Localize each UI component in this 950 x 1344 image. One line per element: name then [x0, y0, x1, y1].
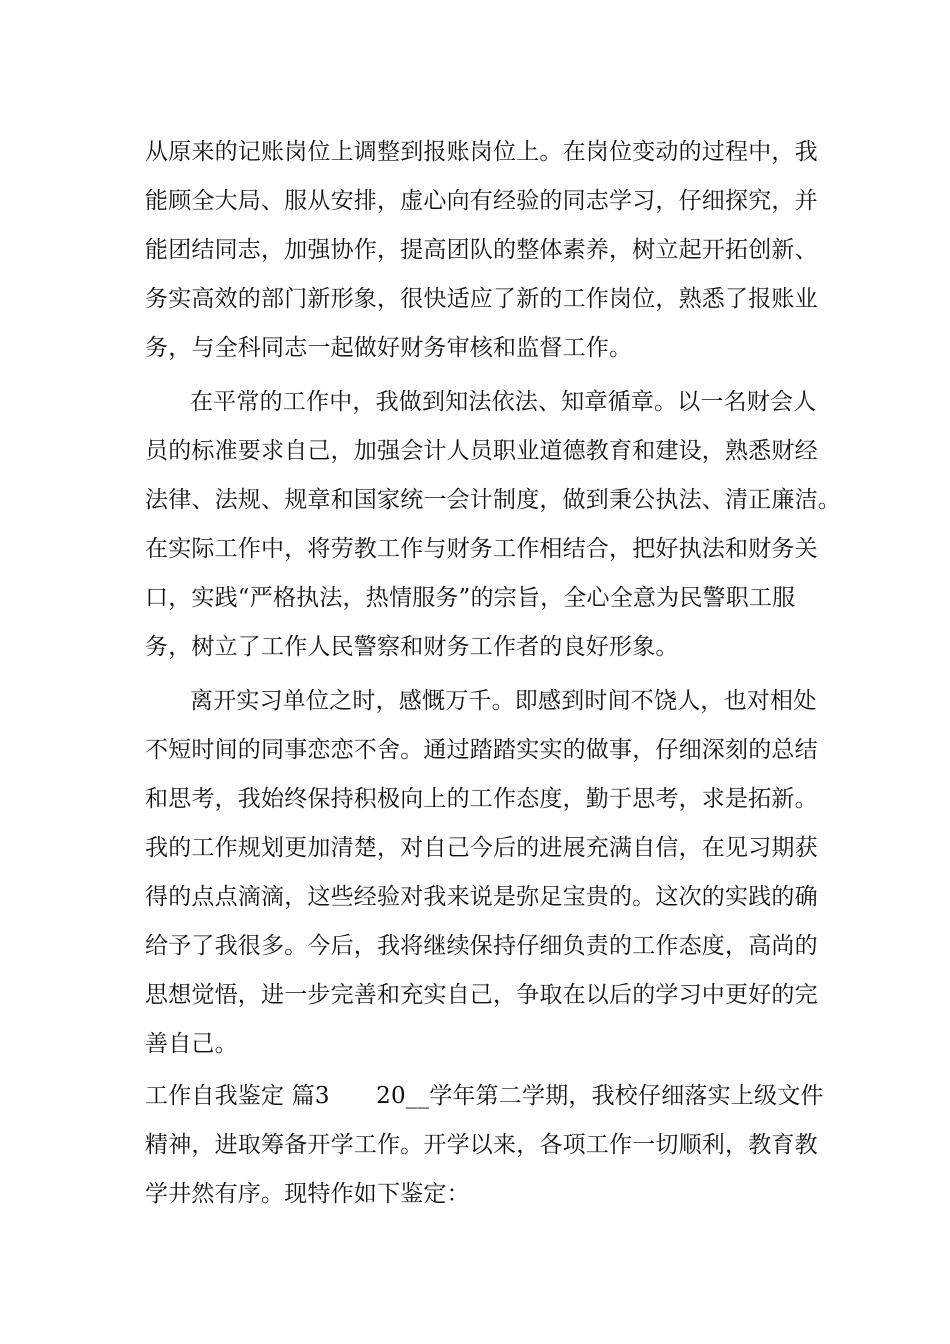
text-line: 法律、法规、规章和国家统一会计制度，做到秉公执法、清正廉洁。 — [145, 487, 841, 513]
text-line: 给予了我很多。今后，我将继续保持仔细负责的工作态度，高尚的 — [145, 933, 818, 959]
text-line: 我的工作规划更加清楚，对自己今后的进展充满自信，在见习期获 — [145, 835, 818, 861]
text-line: 能团结同志，加强协作，提高团队的整体素养，树立起开拓创新、 — [145, 237, 818, 263]
text-line: 从原来的记账岗位上调整到报账岗位上。在岗位变动的过程中，我 — [145, 139, 818, 165]
text-line: 务，与全科同志一起做好财务审核和监督工作。 — [145, 335, 633, 361]
text-line: 务，树立了工作人民警察和财务工作者的良好形象。 — [145, 634, 679, 660]
text-line: 精神，进取筹备开学工作。开学以来，各项工作一切顺利，教育教 — [145, 1132, 818, 1158]
text-line: 口，实践“严格执法，热情服务”的宗旨，全心全意为民警职工服 — [145, 585, 796, 611]
text-line: 学井然有序。现特作如下鉴定： — [145, 1181, 470, 1207]
text-line: 员的标准要求自己，加强会计人员职业道德教育和建设，熟悉财经 — [145, 438, 818, 464]
paragraph-first-line: 在平常的工作中，我做到知法依法、知章循章。以一名财会人 — [190, 389, 817, 415]
text-line: 能顾全大局、服从安排，虚心向有经验的同志学习，仔细探究，并 — [145, 188, 818, 214]
text-line: 不短时间的同事恋恋不舍。通过踏踏实实的做事，仔细深刻的总结 — [145, 737, 818, 763]
text-line: 在实际工作中，将劳教工作与财务工作相结合，把好执法和财务关 — [145, 536, 818, 562]
text-line: 务实高效的部门新形象，很快适应了新的工作岗位，熟悉了报账业 — [145, 286, 818, 312]
section-heading-line: 工作自我鉴定 篇3 20__学年第二学期，我校仔细落实上级文件 — [145, 1083, 824, 1109]
paragraph-first-line: 离开实习单位之时，感慨万千。即感到时间不饶人，也对相处 — [190, 688, 817, 714]
text-line: 思想觉悟，进一步完善和充实自己，争取在以后的学习中更好的完 — [145, 982, 818, 1008]
text-line: 善自己。 — [145, 1031, 238, 1057]
text-line: 得的点点滴滴，这些经验对我来说是弥足宝贵的。这次的实践的确 — [145, 884, 818, 910]
text-line: 和思考，我始终保持积极向上的工作态度，勤于思考，求是拓新。 — [145, 786, 818, 812]
